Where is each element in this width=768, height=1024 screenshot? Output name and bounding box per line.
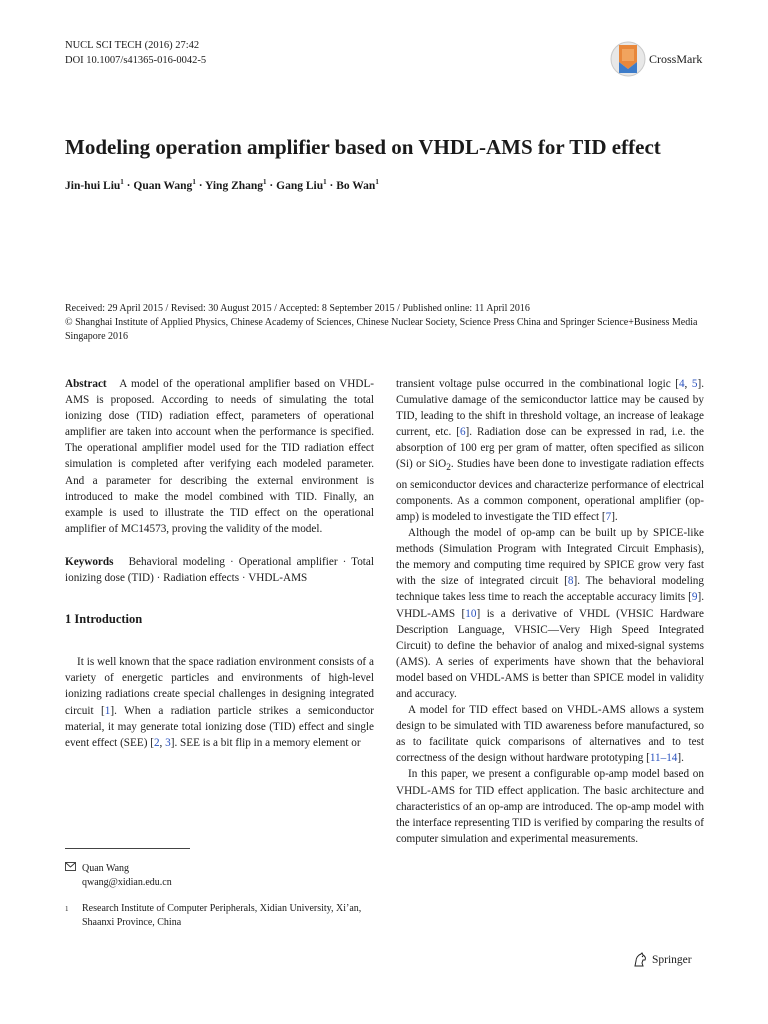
text-run: It is well known that the space radiation environment consists of a variety of energetic particles and environments of high-level ionizing radiations create special challenges in designing integrated circuit [ <box>65 656 374 717</box>
citation-link[interactable]: 9 <box>691 591 698 604</box>
crossmark-logo-icon <box>609 40 647 78</box>
text-run: A model for TID effect based on VHDL-AMS allows a system design to be simulated with TID awareness before manufactured, so as to facilitate quick comparisons of alternatives and to test correctness of the design without hardware prototyping [ <box>396 704 704 765</box>
journal-citation: NUCL SCI TECH (2016) 27:42 <box>65 40 200 51</box>
publisher-logo <box>632 952 692 968</box>
body-paragraph: transient voltage pulse occurred in the combinational logic [4, 5]. Cumulative damage of the semiconductor lattice may be caused by TID, leading to the shift in threshold voltage, an increase of leakage current, etc. [6]. Radiation dose can be expressed in rad, i.e. the absorption of 100 erg per gram of matter, often specified as silicon (Si) or SiO$_2$. Studies have been done to investigate radiation effects on semiconductor devices and characterize performance of electrical components. As a common component, operational amplifier (op-amp) is modeled to investigate the TID effect [7]. <box>396 378 705 523</box>
text-run: ]. VHDL-AMS [ <box>396 591 704 620</box>
subscript: 2 <box>446 463 451 474</box>
intro-paragraph: It is well known that the space radiation environment consists of a variety of energetic particles and environments of high-level ionizing radiations create special challenges in designing integrated circuit [1]. When a radiation particle strikes a semiconductor material, it may generate total ionizing dose (TID) effect and single event effect (SEE) [2, 3]. SEE is a bit flip in a memory element or <box>65 656 374 749</box>
crossmark-label: CrossMark <box>649 51 703 66</box>
text-run: ]. SEE is a bit flip in a memory element or <box>170 736 361 749</box>
author-separator: · <box>266 179 277 192</box>
doi[interactable]: DOI 10.1007/s41365-016-0042-5 <box>65 55 207 66</box>
author-separator: · <box>123 179 134 192</box>
citation-link[interactable]: 4 <box>678 378 685 390</box>
text-run: transient voltage pulse occurred in the combinational logic [ <box>396 378 679 390</box>
text-run: ]. <box>611 510 618 523</box>
contact-email[interactable]: qwang@xidian.edu.cn <box>82 877 172 888</box>
citation-link[interactable]: 2 <box>153 736 160 749</box>
citation-link[interactable]: 11–14 <box>649 752 678 765</box>
text-run: ]. Cumulative damage of the semiconductor lattice may be caused by TID, leading to the shift in threshold voltage, an increase of leakage current, etc. [ <box>396 378 705 439</box>
right-column <box>396 376 704 847</box>
author-affiliation: 1 <box>192 178 196 186</box>
dates-line: Received: 29 April 2015 / Revised: 30 August 2015 / Accepted: 8 September 2015 / Published online: 11 April 2016 <box>65 303 530 314</box>
springer-horse-logo-icon <box>632 952 648 968</box>
publication-history <box>65 302 715 344</box>
citation-link[interactable]: 10 <box>465 607 477 620</box>
footnotes <box>65 862 365 930</box>
affiliation-text: Research Institute of Computer Peripherals, Xidian University, Xi’an, Shaanxi Province, China <box>82 903 362 928</box>
body-paragraph <box>396 702 704 766</box>
text-run: ] is a derivative of VHDL (VHSIC Hardware Description Language, VHSIC—Very High Speed Integrated Circuit) to define the behavior of analog and mixed-signal systems (AMS). A series of experiments have shown that the behavioral model based on VHDL-AMS is better than SPICE model in validity and accuracy. <box>396 607 704 701</box>
left-column <box>65 376 374 751</box>
section-heading-introduction: 1 Introduction <box>65 612 143 627</box>
journal-header <box>65 38 206 68</box>
body-paragraph: In this paper, we present a configurable op-amp model based on VHDL-AMS for TID effect application. The basic architecture and characteristics of an op-amp are introduced. The op-amp model with the interface representing TID is verified by comparing the results of computer simulation and experimental measurements. <box>396 768 704 845</box>
abstract-text: A model of the operational amplifier based on VHDL-AMS is proposed. According to needs of simulating the total ionizing dose (TID) radiation effect, parameters of operational amplifier are taken into account when the performance is specified. The operational amplifier model used for the TID radiation effect simulation is completed after verifying each modeled parameter. And a parameter for describing the external environment is introduced to make the model combined with TID. Finally, an example is used to illustrate the TID effect on the operational amplifier of MC14573, proving the validity of the model. <box>65 378 375 535</box>
author-separator: · <box>195 179 205 192</box>
envelope-icon <box>65 862 82 890</box>
citation-link[interactable]: 7 <box>605 510 612 523</box>
paper-title: Modeling operation amplifier based on VHDL-AMS for TID effect <box>65 135 661 159</box>
publisher-name: Springer <box>652 954 692 966</box>
text-run: . Studies have been done to investigate radiation effects on semiconductor devices and characterize performance of electrical components. As a common component, operational amplifier (op-amp) is modeled to investigate the TID effect [ <box>396 458 705 523</box>
affiliation-footnote <box>65 902 365 930</box>
citation-link[interactable]: 1 <box>104 704 111 717</box>
author-name[interactable]: Quan Wang <box>133 179 193 192</box>
abstract <box>65 376 374 537</box>
author-affiliation: 1 <box>323 178 327 186</box>
contact-name: Quan Wang <box>82 863 130 874</box>
author-separator: · <box>326 179 337 192</box>
citation-link[interactable]: 3 <box>165 736 171 749</box>
text-run: Although the model of op-amp can be built up by SPICE-like methods (Simulation Program with Integrated Circuit Emphasis), the memory and computing time required by SPICE grow very fast with the size of integrated circuit [ <box>396 527 704 588</box>
footnote-divider <box>65 848 190 849</box>
text-run: ]. When a radiation particle strikes a semiconductor material, it may generate total ionizing dose (TID) effect and single event effect (SEE) [ <box>65 704 374 749</box>
keywords-text: Behavioral modeling · Operational amplifier · Total ionizing dose (TID) · Radiation effects · VHDL-AMS <box>65 555 374 585</box>
corresponding-author <box>65 862 365 890</box>
author-name[interactable]: Jin-hui Liu <box>65 179 121 192</box>
text-run: ]. The behavioral modeling technique takes less time to reach the acceptable accuracy limits [ <box>396 575 704 604</box>
citation-link[interactable]: 5 <box>691 378 698 390</box>
citation-link[interactable]: 6 <box>459 426 466 439</box>
text-run: ]. <box>677 752 684 765</box>
keywords <box>65 554 374 586</box>
text-run: ]. Radiation dose can be expressed in rad, i.e. the absorption of 100 erg per gram of matter, often specified as silicon (Si) or SiO <box>396 426 704 471</box>
crossmark-badge[interactable] <box>609 40 702 78</box>
abstract-label: Abstract <box>65 378 107 390</box>
author-name[interactable]: Bo Wan <box>336 179 376 192</box>
author-affiliation: 1 <box>375 178 379 186</box>
author-affiliation: 1 <box>120 178 124 186</box>
affiliation-mark: 1 <box>65 905 69 913</box>
body-paragraph <box>396 525 704 702</box>
author-name[interactable]: Gang Liu <box>276 179 324 192</box>
copyright-line: © Shanghai Institute of Applied Physics, Chinese Academy of Sciences, Chinese Nuclear Society, Science Press China and Springer Science+Business Media Singapore 2016 <box>65 317 698 342</box>
author-affiliation: 1 <box>263 178 267 186</box>
author-name[interactable]: Ying Zhang <box>204 179 264 192</box>
citation-link[interactable]: 8 <box>567 575 574 588</box>
author-list <box>65 178 379 192</box>
keywords-label: Keywords <box>65 555 114 568</box>
